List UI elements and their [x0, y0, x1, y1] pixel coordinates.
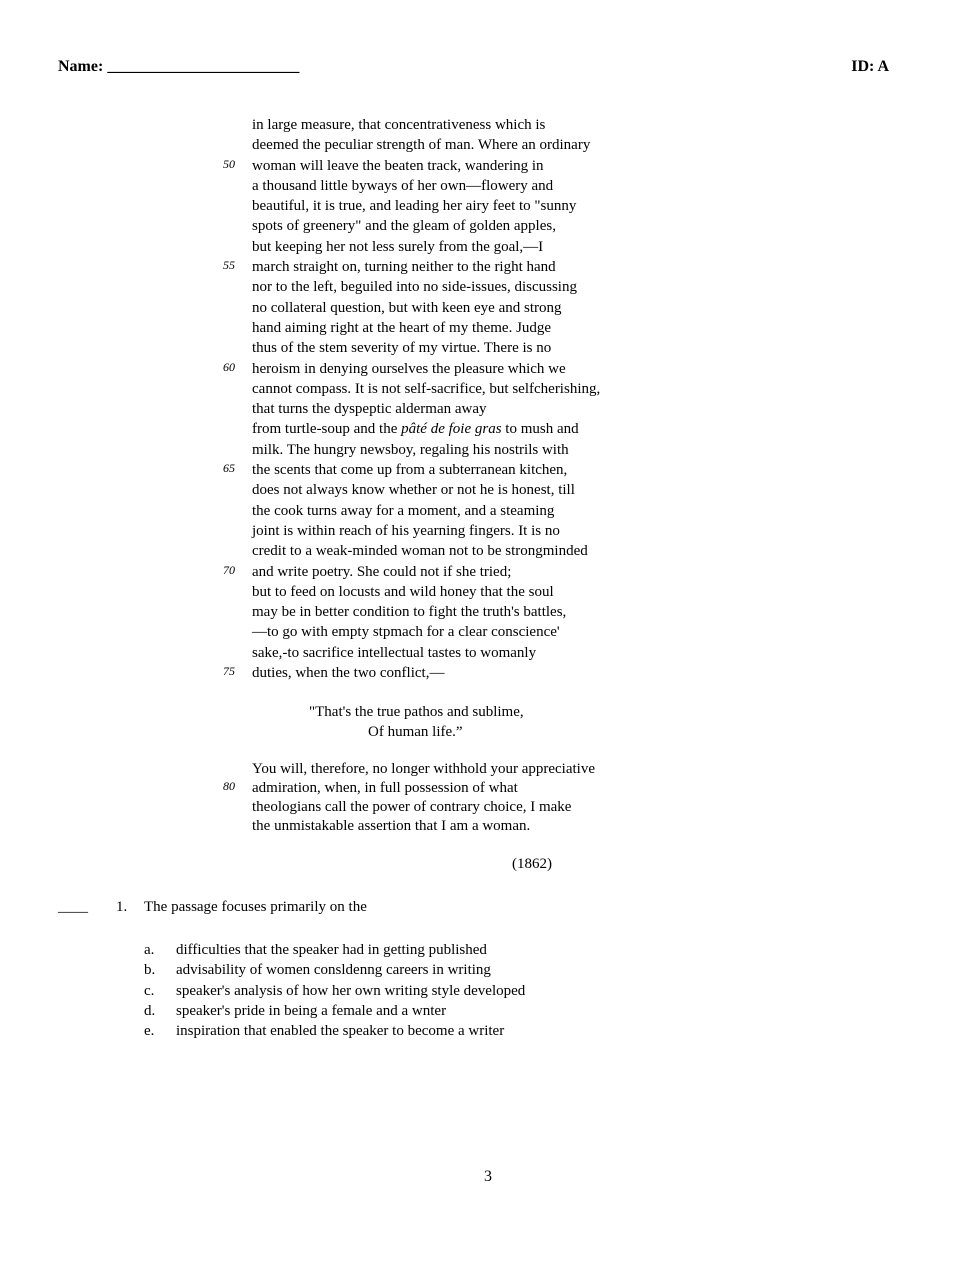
- line-number: 60: [223, 359, 235, 374]
- passage-line: [0, 582, 979, 602]
- passage-line: [0, 541, 979, 561]
- line-text: hand aiming right at the heart of my theme. Judge: [252, 319, 552, 336]
- answer-choice[interactable]: [0, 981, 979, 1001]
- passage-line: [0, 318, 979, 338]
- passage-line: [0, 501, 979, 521]
- line-text: the scents that come up from a subterranean kitchen,: [252, 462, 568, 479]
- line-text: cannot compass. It is not self-sacrifice, but selfcherishing,: [252, 380, 601, 397]
- line-text: —to go with empty stpmach for a clear conscience': [252, 624, 560, 641]
- publication-year: (1862): [512, 856, 552, 872]
- line-text: admiration, when, in full possession of what: [252, 780, 518, 796]
- line-text: and write poetry. She could not if she tried;: [252, 563, 512, 580]
- passage-line: [0, 135, 979, 155]
- quote-line-2: Of human life.”: [368, 724, 463, 740]
- line-text: joint is within reach of his yearning fingers. It is no: [252, 522, 560, 539]
- line-text: theologians call the power of contrary choice, I make: [252, 799, 572, 815]
- line-text: the unmistakable assertion that I am a woman.: [252, 818, 531, 834]
- passage-line: [0, 298, 979, 318]
- quote-line-1: "That's the true pathos and sublime,: [309, 704, 524, 720]
- passage-line: [0, 196, 979, 216]
- choice-text: speaker's pride in being a female and a wnter: [176, 1002, 447, 1019]
- line-number: 65: [223, 461, 235, 476]
- line-text: does not always know whether or not he is honest, till: [252, 482, 575, 499]
- passage-line: [0, 399, 979, 419]
- passage-text: [0, 115, 979, 683]
- line-text: thus of the stem severity of my virtue. There is no: [252, 340, 552, 357]
- line-text: march straight on, turning neither to the right hand: [252, 259, 556, 276]
- passage-line: [0, 521, 979, 541]
- passage-line: [0, 156, 979, 176]
- closing-paragraph: [0, 760, 979, 836]
- passage-line: [0, 338, 979, 358]
- line-text-post: to mush and: [501, 421, 579, 438]
- line-text: heroism in denying ourselves the pleasure which we: [252, 360, 566, 377]
- choice-letter: e.: [144, 1023, 155, 1040]
- line-text: but to feed on locusts and wild honey that the soul: [252, 583, 554, 600]
- passage-line: [0, 419, 979, 439]
- line-text: may be in better condition to fight the truth's battles,: [252, 604, 567, 621]
- line-text: sake,-to sacrifice intellectual tastes to womanly: [252, 644, 537, 661]
- choice-text: advisability of women consldenng careers in writing: [176, 962, 491, 979]
- test-id-label: ID: A: [851, 58, 889, 75]
- line-text: credit to a weak-minded woman not to be strongminded: [252, 543, 588, 560]
- line-text: the cook turns away for a moment, and a steaming: [252, 502, 555, 519]
- passage-line: [0, 622, 979, 642]
- line-text: beautiful, it is true, and leading her airy feet to "sunny: [252, 198, 577, 215]
- line-text: [252, 419, 579, 439]
- passage-line: [0, 663, 979, 683]
- line-text: nor to the left, beguiled into no side-issues, discussing: [252, 279, 577, 296]
- student-name-label: Name: ________________________: [58, 58, 300, 75]
- page-number: 3: [484, 1168, 492, 1185]
- line-number: 70: [223, 562, 235, 577]
- choice-text: inspiration that enabled the speaker to become a writer: [176, 1023, 505, 1040]
- line-text: woman will leave the beaten track, wandering in: [252, 157, 544, 174]
- choice-text: difficulties that the speaker had in getting published: [176, 942, 487, 958]
- answer-choice[interactable]: [0, 960, 979, 980]
- passage-line: [0, 379, 979, 399]
- passage-line: [0, 460, 979, 480]
- line-text: spots of greenery" and the gleam of golden apples,: [252, 218, 556, 235]
- line-number: 75: [223, 664, 235, 679]
- question-number: 1.: [116, 899, 128, 915]
- passage-line: [0, 176, 979, 196]
- passage-line: [0, 237, 979, 257]
- passage-line: [0, 480, 979, 500]
- line-text: duties, when the two conflict,—: [252, 665, 445, 682]
- passage-line: [0, 277, 979, 297]
- passage-line: [0, 798, 979, 817]
- choice-letter: d.: [144, 1002, 156, 1019]
- answer-choice[interactable]: [0, 1001, 979, 1021]
- line-number: 55: [223, 258, 235, 273]
- passage-line: [0, 562, 979, 582]
- choice-letter: a.: [144, 942, 155, 958]
- line-text: but keeping her not less surely from the goal,—I: [252, 238, 544, 255]
- answer-choice[interactable]: [0, 940, 979, 960]
- line-text: You will, therefore, no longer withhold your appreciative: [252, 761, 595, 777]
- line-text-pre: from turtle-soup and the: [252, 421, 402, 438]
- passage-line: [0, 216, 979, 236]
- passage-line: [0, 817, 979, 836]
- answer-blank[interactable]: ____: [58, 899, 88, 915]
- passage-line: [0, 359, 979, 379]
- choice-letter: b.: [144, 962, 156, 979]
- passage-line: [0, 760, 979, 779]
- passage-line: [0, 115, 979, 135]
- line-number: 80: [223, 779, 235, 793]
- line-text: that turns the dyspeptic alderman away: [252, 401, 487, 418]
- italic-phrase: pâté de foie gras: [401, 421, 502, 438]
- line-text: milk. The hungry newsboy, regaling his nostrils with: [252, 441, 569, 458]
- line-text: in large measure, that concentrativeness which is: [252, 117, 546, 133]
- choice-letter: c.: [144, 982, 155, 999]
- passage-line: [0, 440, 979, 460]
- passage-line: [0, 257, 979, 277]
- line-text: no collateral question, but with keen eye and strong: [252, 299, 562, 316]
- line-text: a thousand little byways of her own—flowery and: [252, 177, 554, 194]
- passage-line: [0, 779, 979, 798]
- line-text: deemed the peculiar strength of man. Where an ordinary: [252, 137, 591, 154]
- passage-line: [0, 602, 979, 622]
- passage-line: [0, 643, 979, 663]
- answer-choice[interactable]: [0, 1021, 979, 1041]
- choice-text: speaker's analysis of how her own writing style developed: [176, 982, 526, 999]
- answer-choices: [0, 940, 979, 1041]
- question-stem: The passage focuses primarily on the: [144, 899, 367, 915]
- line-number: 50: [223, 156, 235, 171]
